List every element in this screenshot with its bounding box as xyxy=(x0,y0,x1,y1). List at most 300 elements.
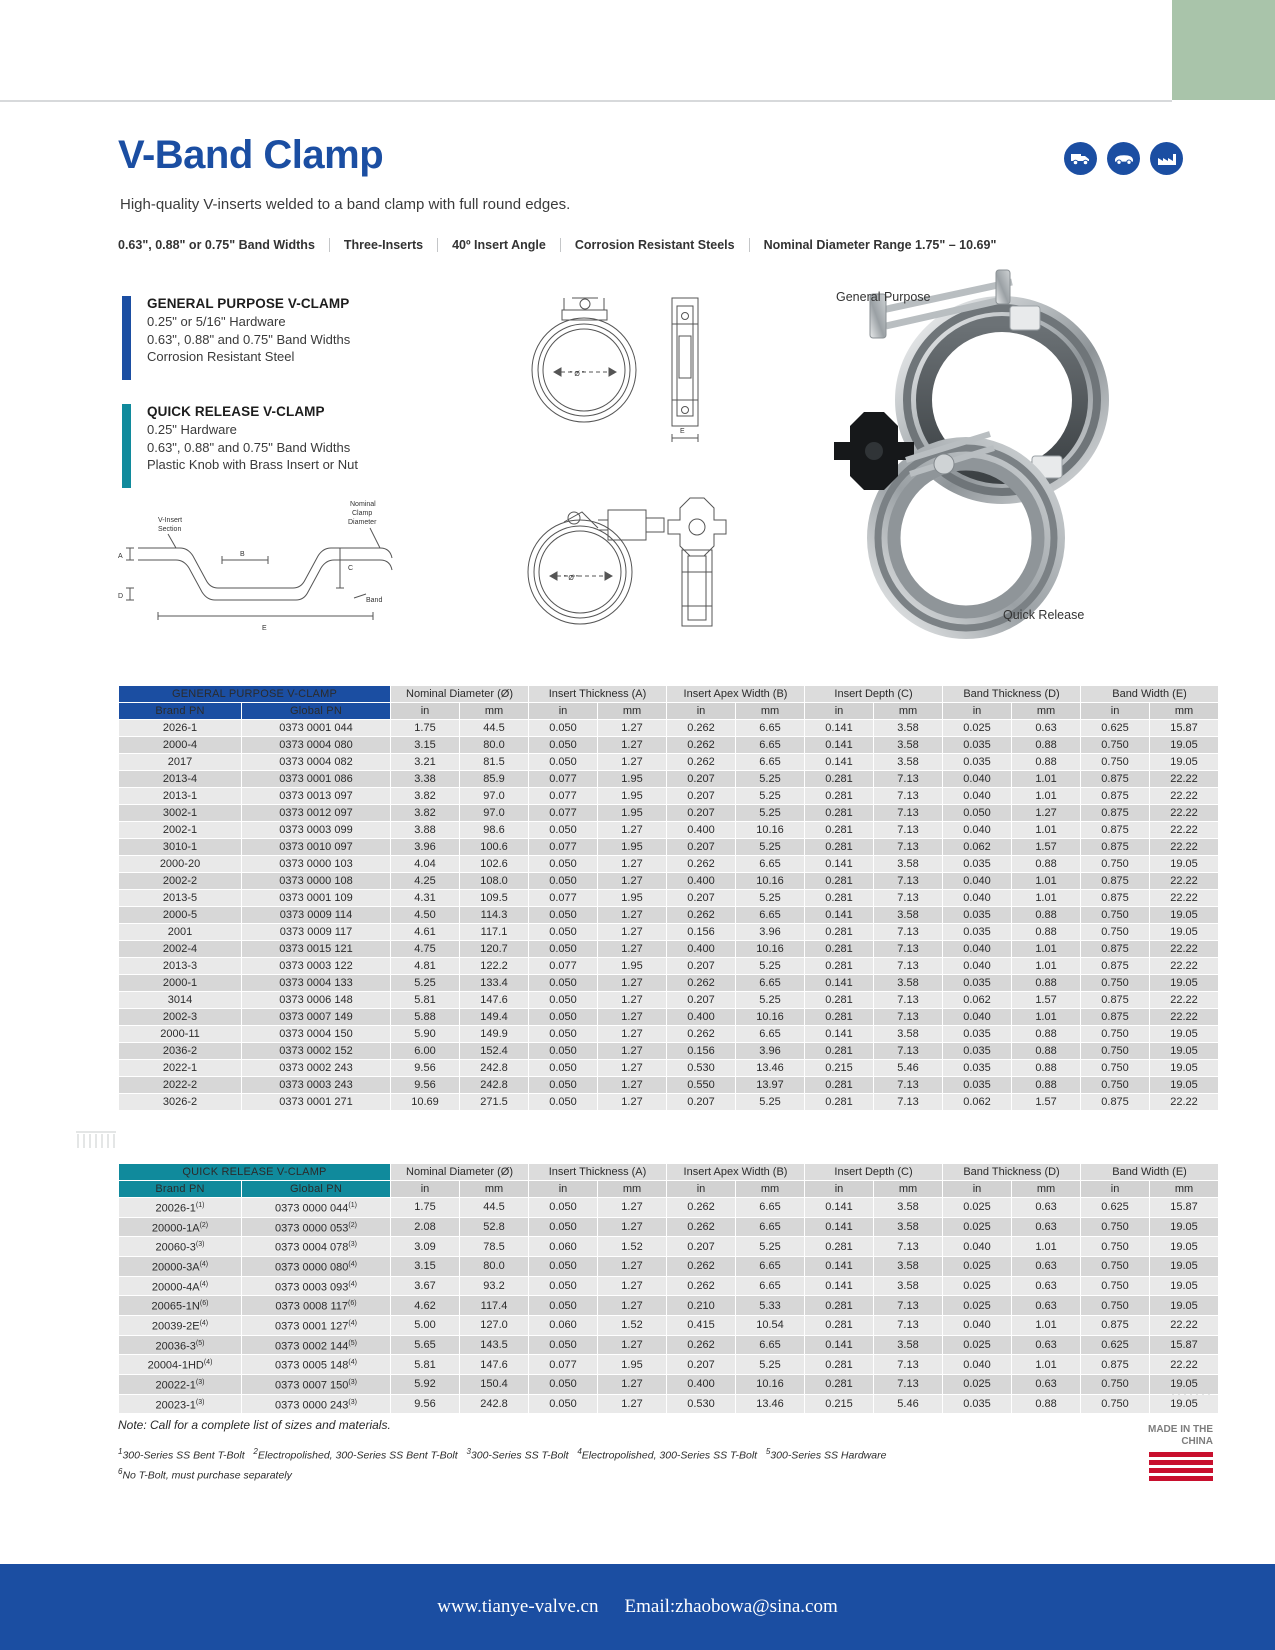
svg-text:" Ø ": " Ø " xyxy=(570,371,585,378)
col-unit-mm: mm xyxy=(874,703,942,719)
table-cell: 97.0 xyxy=(460,805,528,821)
table-cell: 1.01 xyxy=(1012,1237,1080,1256)
table-cell: 1.01 xyxy=(1012,941,1080,957)
table-cell: 80.0 xyxy=(460,737,528,753)
table-cell: 0.750 xyxy=(1081,737,1149,753)
table-cell: 0.750 xyxy=(1081,907,1149,923)
table-row xyxy=(119,1277,1218,1296)
footnote-marker: 3 xyxy=(466,1447,471,1456)
col-group: Insert Depth (C) xyxy=(805,686,942,702)
table-cell: 22.22 xyxy=(1150,1094,1218,1110)
made-in-china-label xyxy=(1148,1424,1213,1448)
table-cell: 22.22 xyxy=(1150,873,1218,889)
table-cell: 0373 0008 117$^{(6)}$ xyxy=(242,1296,390,1315)
table-cell: 0.262 xyxy=(667,754,735,770)
table-cell: 0.88 xyxy=(1012,1026,1080,1042)
table-cell: 1.27 xyxy=(598,1009,666,1025)
col-unit-in: in xyxy=(1081,703,1149,719)
table-row xyxy=(119,1336,1218,1355)
table-cell: 3010-1 xyxy=(119,839,241,855)
col-group: Insert Apex Width (B) xyxy=(667,686,804,702)
table-cell: 117.1 xyxy=(460,924,528,940)
table-cell: 0.207 xyxy=(667,788,735,804)
table-cell: 0373 0004 150 xyxy=(242,1026,390,1042)
table-cell: 9.56 xyxy=(391,1395,459,1414)
footer-email[interactable]: Email:zhaobowa@sina.com xyxy=(624,1596,838,1617)
table-cell: 0.035 xyxy=(943,975,1011,991)
svg-text:E: E xyxy=(680,428,685,435)
svg-text:Nominal: Nominal xyxy=(350,501,376,508)
col-global-pn: Global PN xyxy=(242,1181,390,1197)
table-cell: 10.69 xyxy=(391,1094,459,1110)
svg-text:V-Insert: V-Insert xyxy=(158,517,183,524)
table-cell: 2.08 xyxy=(391,1218,459,1237)
table-cell: 0.625 xyxy=(1081,1198,1149,1217)
table-cell: 7.13 xyxy=(874,890,942,906)
table-cell: 0.156 xyxy=(667,924,735,940)
table-cell: 0.060 xyxy=(529,1237,597,1256)
table-cell: 19.05 xyxy=(1150,1077,1218,1093)
table-cell: 5.25 xyxy=(736,890,804,906)
col-unit-in: in xyxy=(667,703,735,719)
table-cell: 7.13 xyxy=(874,924,942,940)
footnote-text: 300-Series SS Hardware xyxy=(770,1449,887,1462)
table-cell: 3.21 xyxy=(391,754,459,770)
footnote-text: 300-Series SS Bent T-Bolt xyxy=(122,1449,245,1462)
feature-item: Nominal Diameter Range 1.75" – 10.69" xyxy=(763,238,997,252)
table-cell: 0.875 xyxy=(1081,1316,1149,1335)
table-cell: 0373 0002 144$^{(5)}$ xyxy=(242,1336,390,1355)
table-cell: 0373 0010 097 xyxy=(242,839,390,855)
footnote-marker: 4 xyxy=(577,1447,582,1456)
table-cell: 108.0 xyxy=(460,873,528,889)
table-cell: 0373 0003 093$^{(4)}$ xyxy=(242,1277,390,1296)
table-cell: 19.05 xyxy=(1150,1060,1218,1076)
table-cell: 0373 0005 148$^{(4)}$ xyxy=(242,1355,390,1374)
table-cell: 0373 0001 271 xyxy=(242,1094,390,1110)
table-row xyxy=(119,1077,1218,1093)
table-cell: 147.6 xyxy=(460,1355,528,1374)
table-cell: 0.875 xyxy=(1081,1009,1149,1025)
table-cell: 0.262 xyxy=(667,907,735,923)
top-green-accent xyxy=(1172,0,1275,100)
table-cell: 13.46 xyxy=(736,1060,804,1076)
table-cell: 0.750 xyxy=(1081,1026,1149,1042)
table-cell: 2001 xyxy=(119,924,241,940)
table-cell: 0373 0004 133 xyxy=(242,975,390,991)
table-row xyxy=(119,873,1218,889)
car-icon xyxy=(1107,142,1140,175)
table-cell: 5.92 xyxy=(391,1375,459,1394)
table-cell: 0.400 xyxy=(667,1009,735,1025)
table-cell: 0.062 xyxy=(943,1094,1011,1110)
table-cell: 0.750 xyxy=(1081,856,1149,872)
col-unit-mm: mm xyxy=(1012,1181,1080,1197)
table-unit-header-row xyxy=(119,1181,1218,1197)
table-cell: 0.060 xyxy=(529,1316,597,1335)
table-cell: 0.262 xyxy=(667,1277,735,1296)
table-cell: 0.875 xyxy=(1081,805,1149,821)
table-cell: 7.13 xyxy=(874,1077,942,1093)
svg-text:B: B xyxy=(240,551,245,558)
table-cell: 0.062 xyxy=(943,839,1011,855)
table-cell: 149.4 xyxy=(460,1009,528,1025)
svg-text:C: C xyxy=(348,565,354,572)
table-cell: 0.141 xyxy=(805,737,873,753)
table-cell: 6.65 xyxy=(736,1257,804,1276)
table-cell: 0.281 xyxy=(805,1094,873,1110)
table-cell: 15.87 xyxy=(1150,720,1218,736)
table-cell: 6.65 xyxy=(736,1336,804,1355)
table-cell: 3.58 xyxy=(874,720,942,736)
table-cell: 3.58 xyxy=(874,975,942,991)
general-purpose-line-art xyxy=(512,280,742,445)
table-cell: 0.035 xyxy=(943,754,1011,770)
table-cell: 4.04 xyxy=(391,856,459,872)
table-cell: 0373 0004 078$^{(3)}$ xyxy=(242,1237,390,1256)
table-cell: 1.27 xyxy=(598,1026,666,1042)
table-cell: 1.01 xyxy=(1012,890,1080,906)
col-group: Band Width (E) xyxy=(1081,686,1218,702)
footnote-marker: 6 xyxy=(118,1467,123,1476)
table-cell: 3.58 xyxy=(874,754,942,770)
table-group-header-row xyxy=(119,686,1218,702)
table-cell: 15.87 xyxy=(1150,1336,1218,1355)
table-cell: 1.27 xyxy=(598,1375,666,1394)
table-cell: 0.050 xyxy=(529,737,597,753)
table-cell: 0.88 xyxy=(1012,856,1080,872)
table-cell: 1.95 xyxy=(598,805,666,821)
table-cell: 0.077 xyxy=(529,788,597,804)
table-cell: 0.750 xyxy=(1081,1277,1149,1296)
table-cell: 44.5 xyxy=(460,1198,528,1217)
table-cell: 0.750 xyxy=(1081,1395,1149,1414)
col-unit-mm: mm xyxy=(598,703,666,719)
table-cell: 0.156 xyxy=(667,1043,735,1059)
block-line: Corrosion Resistant Steel xyxy=(147,349,295,364)
col-group: Insert Thickness (A) xyxy=(529,686,666,702)
table-cell: 1.01 xyxy=(1012,958,1080,974)
table-cell: 0.281 xyxy=(805,1296,873,1315)
table-cell: 22.22 xyxy=(1150,771,1218,787)
table-cell: 102.6 xyxy=(460,856,528,872)
table-cell: 5.25 xyxy=(391,975,459,991)
table-cell: 1.01 xyxy=(1012,873,1080,889)
table-cell: 1.27 xyxy=(598,975,666,991)
svg-text:Section: Section xyxy=(158,526,182,533)
table-row xyxy=(119,737,1218,753)
table-row xyxy=(119,771,1218,787)
table-cell: 0.040 xyxy=(943,941,1011,957)
table-cell: 0.040 xyxy=(943,822,1011,838)
block-quick-release xyxy=(122,404,358,488)
block-line: 0.63", 0.88" and 0.75" Band Widths xyxy=(147,439,351,455)
table-cell: 3.09 xyxy=(391,1237,459,1256)
table-cell: 0.262 xyxy=(667,1336,735,1355)
table-cell: 0.035 xyxy=(943,1077,1011,1093)
table-cell: 1.27 xyxy=(598,907,666,923)
table-cell: 0.262 xyxy=(667,1026,735,1042)
truck-icon xyxy=(1064,142,1097,175)
table-cell: 80.0 xyxy=(460,1257,528,1276)
table-cell: 1.27 xyxy=(598,737,666,753)
table-cell: 20036-3$^{(5)}$ xyxy=(119,1336,241,1355)
table-cell: 0373 0001 086 xyxy=(242,771,390,787)
table-cell: 0.281 xyxy=(805,941,873,957)
col-group: Nominal Diameter (Ø) xyxy=(391,1164,528,1180)
table-cell: 0.050 xyxy=(529,822,597,838)
table-cell: 2000-1 xyxy=(119,975,241,991)
footnote-marker: 5 xyxy=(765,1447,771,1456)
table-cell: 0.88 xyxy=(1012,907,1080,923)
table-cell: 0.035 xyxy=(943,924,1011,940)
table-row xyxy=(119,1296,1218,1315)
col-unit-mm: mm xyxy=(460,1181,528,1197)
table-cell: 3.58 xyxy=(874,1218,942,1237)
table-cell: 0.035 xyxy=(943,737,1011,753)
footnote-text: No T-Bolt, must purchase separately xyxy=(122,1469,292,1482)
table-cell: 44.5 xyxy=(460,720,528,736)
table-cell: 0.050 xyxy=(943,805,1011,821)
table-cell: 85.9 xyxy=(460,771,528,787)
table-row xyxy=(119,1043,1218,1059)
table-cell: 0.207 xyxy=(667,805,735,821)
table-cell: 0373 0001 044 xyxy=(242,720,390,736)
table-cell: 6.00 xyxy=(391,1043,459,1059)
table-cell: 7.13 xyxy=(874,1375,942,1394)
table-row xyxy=(119,890,1218,906)
table-cell: 0.040 xyxy=(943,771,1011,787)
table-cell: 19.05 xyxy=(1150,975,1218,991)
table-cell: 3.96 xyxy=(736,924,804,940)
table-cell: 0.262 xyxy=(667,1257,735,1276)
table-cell: 0.035 xyxy=(943,1026,1011,1042)
table-cell: 5.88 xyxy=(391,1009,459,1025)
table-cell: 0373 0009 117 xyxy=(242,924,390,940)
table-unit-header-row xyxy=(119,703,1218,719)
table-cell: 10.54 xyxy=(736,1316,804,1335)
table-cell: 3.96 xyxy=(736,1043,804,1059)
table-cell: 0.88 xyxy=(1012,1060,1080,1076)
table-cell: 0.035 xyxy=(943,907,1011,923)
table-cell: 3026-2 xyxy=(119,1094,241,1110)
footnote-text: Electropolished, 300-Series SS T-Bolt xyxy=(581,1449,758,1462)
table-row xyxy=(119,1009,1218,1025)
table-cell: 0373 0003 122 xyxy=(242,958,390,974)
col-unit-in: in xyxy=(1081,1181,1149,1197)
table-cell: 20022-1$^{(3)}$ xyxy=(119,1375,241,1394)
table-row xyxy=(119,839,1218,855)
table-cell: 0.207 xyxy=(667,958,735,974)
table-cell: 7.13 xyxy=(874,771,942,787)
table-row xyxy=(119,1237,1218,1256)
table-cell: 6.65 xyxy=(736,1277,804,1296)
table-cell: 2013-4 xyxy=(119,771,241,787)
table-cell: 20023-1$^{(3)}$ xyxy=(119,1395,241,1414)
table-cell: 19.05 xyxy=(1150,1375,1218,1394)
table-cell: 3.82 xyxy=(391,805,459,821)
footnote-text: Electropolished, 300-Series SS Bent T-Bolt xyxy=(257,1449,458,1462)
table-cell: 0.040 xyxy=(943,1237,1011,1256)
table-cell: 0.88 xyxy=(1012,754,1080,770)
table-cell: 1.27 xyxy=(598,754,666,770)
block-line: Plastic Knob with Brass Insert or Nut xyxy=(147,457,358,472)
block-line: 0.25" Hardware xyxy=(147,422,237,437)
table-cell: 0373 0004 080 xyxy=(242,737,390,753)
table-cell: 0.750 xyxy=(1081,1077,1149,1093)
table-cell: 0.281 xyxy=(805,822,873,838)
footer-website[interactable]: www.tianye-valve.cn xyxy=(437,1596,599,1617)
table-row xyxy=(119,1316,1218,1335)
table-cell: 0.050 xyxy=(529,1375,597,1394)
table-cell: 0.281 xyxy=(805,1375,873,1394)
made-in-line-1: MADE IN THE xyxy=(1148,1424,1213,1435)
table-cell: 0.63 xyxy=(1012,1296,1080,1315)
table-cell: 0.050 xyxy=(529,873,597,889)
table-cell: 6.65 xyxy=(736,1198,804,1217)
table-cell: 5.00 xyxy=(391,1316,459,1335)
col-group: Insert Apex Width (B) xyxy=(667,1164,804,1180)
table-cell: 20060-3$^{(3)}$ xyxy=(119,1237,241,1256)
table-cell: 0.050 xyxy=(529,720,597,736)
table-group-header-row xyxy=(119,1164,1218,1180)
table-cell: 0373 0000 080$^{(4)}$ xyxy=(242,1257,390,1276)
table-cell: 0.750 xyxy=(1081,1218,1149,1237)
table-cell: 0.050 xyxy=(529,1026,597,1042)
table-cell: 7.13 xyxy=(874,1043,942,1059)
table-cell: 0.281 xyxy=(805,924,873,940)
col-group: Insert Thickness (A) xyxy=(529,1164,666,1180)
table-cell: 0.88 xyxy=(1012,975,1080,991)
table-cell: 19.05 xyxy=(1150,907,1218,923)
table-cell: 5.25 xyxy=(736,1094,804,1110)
table-cell: 0373 0006 148 xyxy=(242,992,390,1008)
table-cell: 1.27 xyxy=(598,1043,666,1059)
block-line: 0.25" or 5/16" Hardware xyxy=(147,314,286,329)
table-cell: 19.05 xyxy=(1150,754,1218,770)
table-cell: 0.875 xyxy=(1081,1094,1149,1110)
table-cell: 7.13 xyxy=(874,873,942,889)
feature-item: 40º Insert Angle xyxy=(438,238,561,252)
table-cell: 0.050 xyxy=(529,924,597,940)
col-unit-in: in xyxy=(529,703,597,719)
table-cell: 0.281 xyxy=(805,992,873,1008)
table-cell: 1.27 xyxy=(598,1395,666,1414)
table-cell: 0.141 xyxy=(805,1218,873,1237)
table-cell: 0.750 xyxy=(1081,1060,1149,1076)
table-cell: 19.05 xyxy=(1150,1257,1218,1276)
table-cell: 22.22 xyxy=(1150,805,1218,821)
table-title: GENERAL PURPOSE V-CLAMP xyxy=(119,686,390,702)
industry-icon-group xyxy=(1064,142,1183,175)
table-row xyxy=(119,1395,1218,1414)
table-cell: 1.75 xyxy=(391,1198,459,1217)
table-cell: 0.141 xyxy=(805,1336,873,1355)
table-cell: 3.82 xyxy=(391,788,459,804)
svg-text:Clamp: Clamp xyxy=(352,510,373,517)
table-cell: 9.56 xyxy=(391,1077,459,1093)
table-cell: 15.87 xyxy=(1150,1198,1218,1217)
table-cell: 0.035 xyxy=(943,1395,1011,1414)
table-cell: 0.141 xyxy=(805,1257,873,1276)
table-cell: 7.13 xyxy=(874,1355,942,1374)
table-cell: 1.27 xyxy=(598,1336,666,1355)
table-cell: 7.13 xyxy=(874,1094,942,1110)
table-row xyxy=(119,975,1218,991)
table-cell: 122.2 xyxy=(460,958,528,974)
table-cell: 152.4 xyxy=(460,1043,528,1059)
quick-release-table xyxy=(118,1163,1219,1414)
table-cell: 7.13 xyxy=(874,941,942,957)
table-cell: 0.035 xyxy=(943,856,1011,872)
table-cell: 0.262 xyxy=(667,1218,735,1237)
table-cell: 0.050 xyxy=(529,856,597,872)
col-group: Nominal Diameter (Ø) xyxy=(391,686,528,702)
table-cell: 2026-1 xyxy=(119,720,241,736)
table-row xyxy=(119,1355,1218,1374)
table-cell: 19.05 xyxy=(1150,1026,1218,1042)
table-cell: 3.15 xyxy=(391,1257,459,1276)
table-cell: 20026-1$^{(1)}$ xyxy=(119,1198,241,1217)
table-row xyxy=(119,1026,1218,1042)
table-cell: $20000-3A^{(4)}$ xyxy=(119,1257,241,1276)
table-cell: 242.8 xyxy=(460,1060,528,1076)
table-cell: 0.262 xyxy=(667,737,735,753)
table-cell: 0.141 xyxy=(805,856,873,872)
table-cell: 133.4 xyxy=(460,975,528,991)
table-cell: 1.27 xyxy=(598,941,666,957)
table-cell: 0373 0002 152 xyxy=(242,1043,390,1059)
photo-caption-quick-release: Quick Release xyxy=(1003,608,1085,622)
table-cell: 0.077 xyxy=(529,839,597,855)
table-cell: 0373 0012 097 xyxy=(242,805,390,821)
table-cell: 1.27 xyxy=(1012,805,1080,821)
footnote-marker: 1 xyxy=(118,1447,123,1456)
table-cell: 0.281 xyxy=(805,805,873,821)
table-cell: 19.05 xyxy=(1150,1218,1218,1237)
table-cell: 0.550 xyxy=(667,1077,735,1093)
table-cell: 3.58 xyxy=(874,737,942,753)
footnote-marker: 2 xyxy=(253,1447,258,1456)
col-unit-in: in xyxy=(805,703,873,719)
table-cell: 0.530 xyxy=(667,1395,735,1414)
col-unit-in: in xyxy=(391,703,459,719)
table-cell: 0.281 xyxy=(805,1237,873,1256)
table-row xyxy=(119,1375,1218,1394)
table-cell: 0.88 xyxy=(1012,1043,1080,1059)
table-cell: 0.050 xyxy=(529,1277,597,1296)
table-cell: 0373 0001 127$^{(4)}$ xyxy=(242,1316,390,1335)
table-cell: 0.050 xyxy=(529,1336,597,1355)
col-unit-mm: mm xyxy=(1150,703,1218,719)
table-cell: 0.215 xyxy=(805,1395,873,1414)
table-cell: 3.58 xyxy=(874,1198,942,1217)
table-cell: 5.25 xyxy=(736,992,804,1008)
table-cell: 1.57 xyxy=(1012,839,1080,855)
table-cell: 0.040 xyxy=(943,873,1011,889)
table-cell: 6.65 xyxy=(736,907,804,923)
table-cell: 2013-1 xyxy=(119,788,241,804)
table-cell: 143.5 xyxy=(460,1336,528,1355)
table-cell: 1.95 xyxy=(598,771,666,787)
made-in-line-2: CHINA xyxy=(1181,1436,1213,1447)
svg-text:" Ø ": " Ø " xyxy=(564,575,579,582)
table-cell: 0.63 xyxy=(1012,1375,1080,1394)
table-cell: 114.3 xyxy=(460,907,528,923)
table-cell: 0.077 xyxy=(529,805,597,821)
table-cell: 5.90 xyxy=(391,1026,459,1042)
table-row xyxy=(119,907,1218,923)
